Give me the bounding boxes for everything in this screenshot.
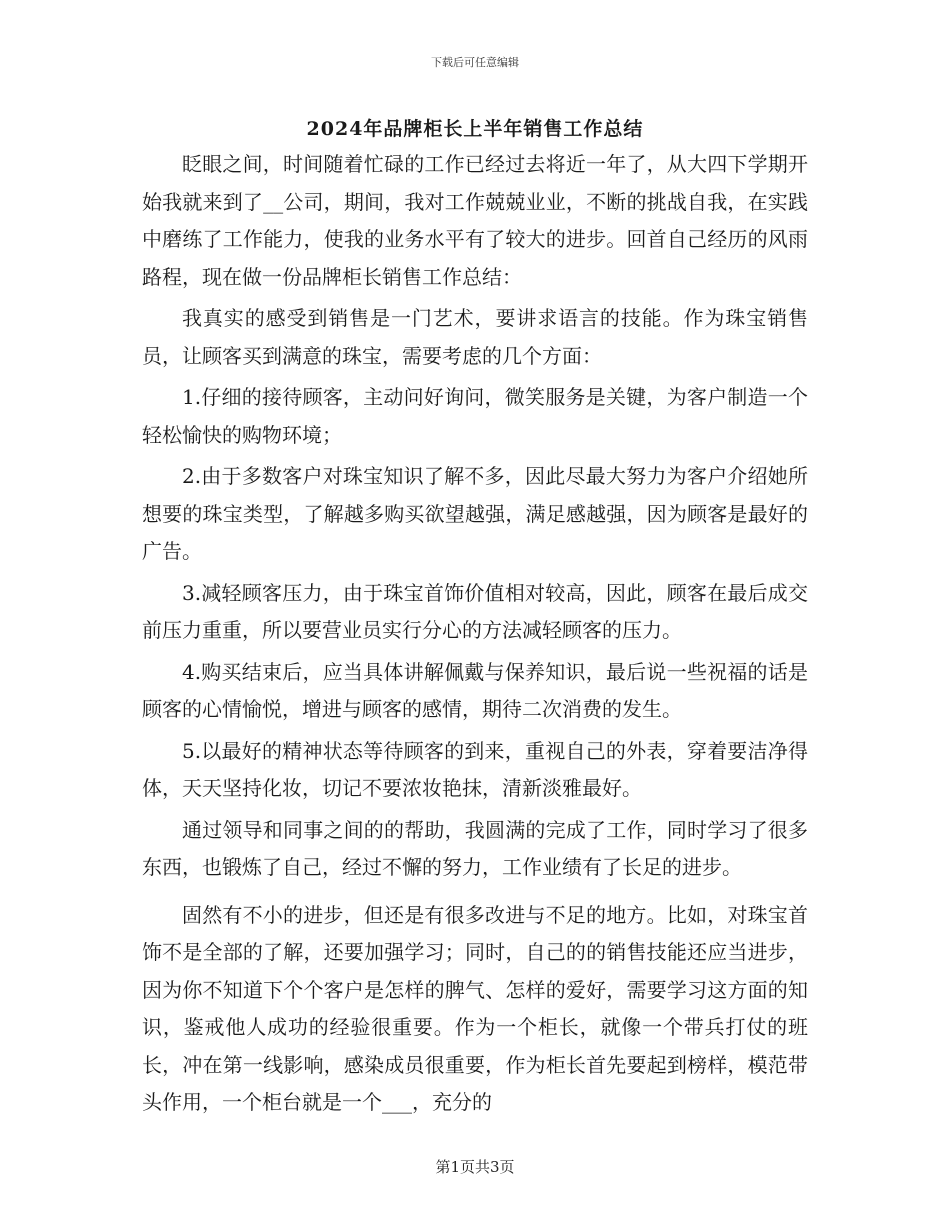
paragraph-intro: 眨眼之间，时间随着忙碌的工作已经过去将近一年了，从大四下学期开始我就来到了__公司，期间，我对工作兢兢业业，不断的挑战自我，在实践中磨练了工作能力，使我的业务水平有了较大的进步。回首自己经历的风雨路程，现在做一份品牌柜长销售工作总结： — [142, 152, 808, 289]
document-body — [142, 146, 808, 1122]
paragraph-progress: 通过领导和同事之间的的帮助，我圆满的完成了工作，同时学习了很多东西，也锻炼了自己，经过不懈的努力，工作业绩有了长足的进步。 — [142, 817, 808, 879]
paragraph-point-1: 1.仔细的接待顾客，主动问好询问，微笑服务是关键，为客户制造一个轻松愉快的购物环境； — [142, 385, 808, 447]
page-number: 第1页共3页 — [435, 1158, 515, 1176]
paragraph-sales-art: 我真实的感受到销售是一门艺术，要讲求语言的技能。作为珠宝销售员，让顾客买到满意的珠宝，需要考虑的几个方面： — [142, 306, 808, 368]
header-note: 下载后可任意编辑 — [431, 56, 519, 69]
paragraph-point-3: 3.减轻顾客压力，由于珠宝首饰价值相对较高，因此，顾客在最后成交前压力重重，所以要营业员实行分心的方法减轻顾客的压力。 — [142, 580, 808, 642]
paragraph-point-2: 2.由于多数客户对珠宝知识了解不多，因此尽最大努力为客户介绍她所想要的珠宝类型，了解越多购买欲望越强，满足感越强，因为顾客是最好的广告。 — [142, 464, 808, 563]
paragraph-improvement: 固然有不小的进步，但还是有很多改进与不足的地方。比如，对珠宝首饰不是全部的了解，还要加强学习；同时，自己的的销售技能还应当进步，因为你不知道下个个客户是怎样的脾气、怎样的爱好，需要学习这方面的知识，鉴戒他人成功的经验很重要。作为一个柜长，就像一个带兵打仗的班长，冲在第一线影响，感染成员很重要，作为柜长首先要起到榜样，模范带头作用，一个柜台就是一个___，充分的 — [142, 902, 808, 1114]
document-title: 2024年品牌柜长上半年销售工作总结 — [306, 118, 644, 140]
paragraph-point-4: 4.购买结束后，应当具体讲解佩戴与保养知识，最后说一些祝福的话是顾客的心情愉悦，增进与顾客的感情，期待二次消费的发生。 — [142, 659, 808, 721]
paragraph-point-5: 5.以最好的精神状态等待顾客的到来，重视自己的外表，穿着要洁净得体，天天坚持化妆，切记不要浓妆艳抹，清新淡雅最好。 — [142, 738, 808, 800]
